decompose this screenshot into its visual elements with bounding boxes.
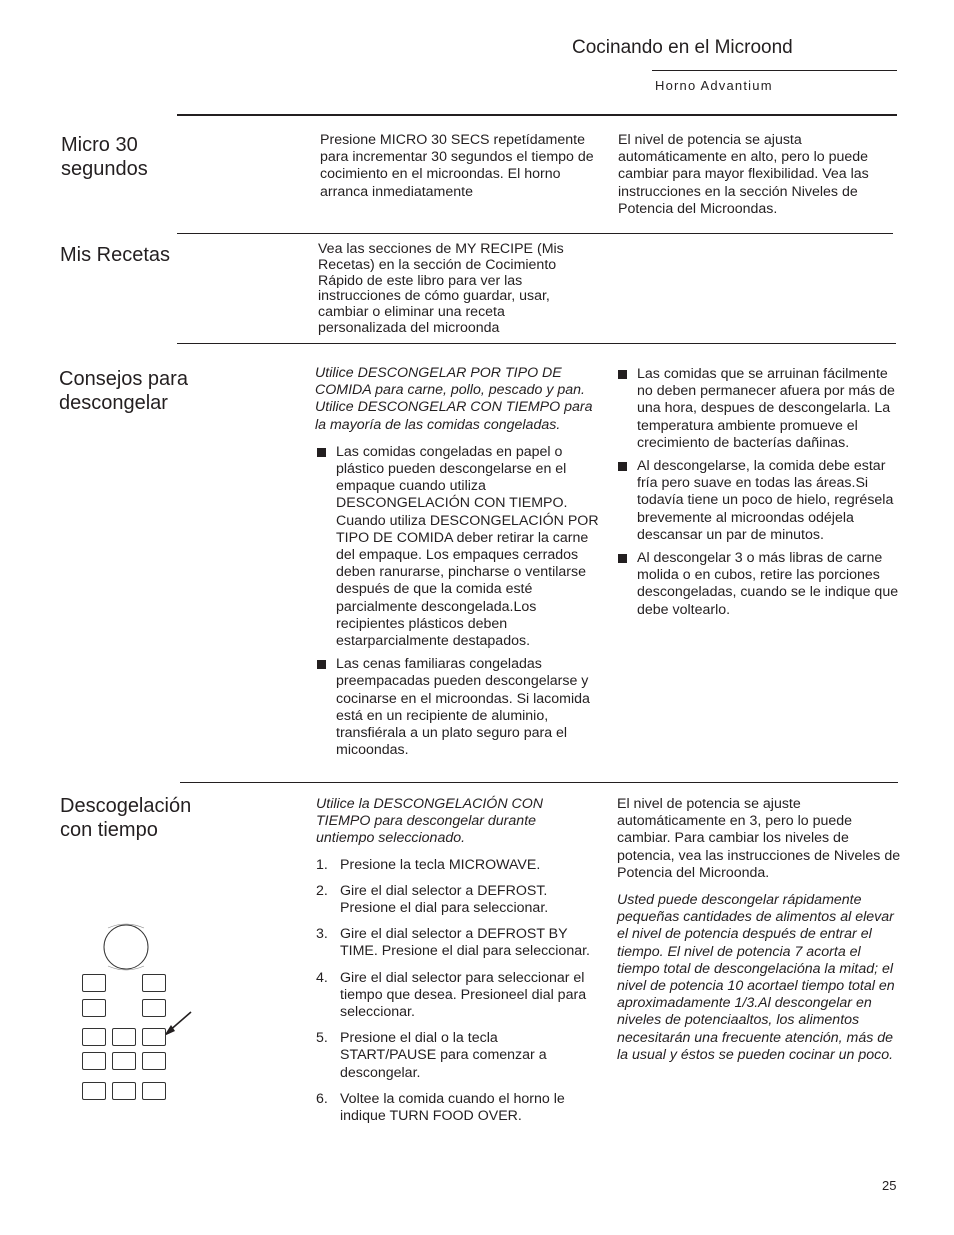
descogelacion-intro: Utilice la DESCONGELACIÓN CON TIEMPO para descongelar durante untiempo seleccionado. — [316, 796, 544, 847]
step-text: Gire el dial selector para seleccionar el tiempo que desea. Presioneel dial para seleccionar. — [340, 969, 587, 1021]
consejos-intro: Utilice DESCONGELAR POR TIPO DE COMIDA para carne, pollo, pescado y pan. Utilice DESCONGELAR CON TIEMPO para la mayoría de las comidas congeladas. — [315, 365, 593, 433]
timer-button-icon — [82, 1082, 106, 1100]
step-number: 4. — [316, 969, 328, 986]
descogelacion-col2 — [617, 796, 901, 1064]
consejos-col2 — [616, 366, 900, 619]
page-number: 25 — [882, 1178, 897, 1193]
mis-recetas-text: Vea las secciones de MY RECIPE (Mis Recetas) en la sección de Cocimiento Rápido de este libro para ver las instrucciones de cómo guardar, usar, cambiar o eliminar una receta personalizada del microonda — [318, 241, 564, 336]
step-number: 5. — [316, 1030, 328, 1047]
page-header-subtitle: Horno Advantium — [655, 78, 773, 93]
list-item — [316, 857, 596, 874]
micro30-col2-text: El nivel de potencia se ajusta automáticamente en alto, pero lo puede cambiar para mayor flexibilidad. Vea las instrucciones en la sección Niveles de Potencia del Microondas. — [618, 132, 869, 217]
section-divider — [177, 233, 893, 234]
consejos-col1 — [315, 365, 601, 759]
step-number: 6. — [316, 1090, 328, 1107]
micro-30-secs-button-icon — [142, 1052, 166, 1070]
list-item: Al descongelar 3 o más libras de carne molida o en cubos, retire las porciones descongeladas, cuando se le indique que debe voltearlo. — [616, 550, 900, 619]
clear-off-button-icon — [142, 999, 166, 1017]
section-title-descogelacion: Descogelación con tiempo — [60, 795, 192, 841]
consejos-col1-list — [315, 444, 601, 760]
start-pause-button-icon — [142, 974, 166, 992]
back-button-icon — [82, 974, 106, 992]
step-number: 2. — [316, 882, 328, 899]
step-text: Presione la tecla MICROWAVE. — [340, 856, 541, 873]
list-item — [316, 1091, 596, 1125]
section-title-consejos: Consejos para descongelar — [59, 368, 188, 414]
list-item: Las comidas que se arruinan fácilmente no deben permanecer afuera por más de una hora, despues de descongelarla. La temperatura ambiente promueve el crecimiento de bacterías dañinas. — [616, 366, 900, 452]
consejos-col2-list — [616, 366, 900, 619]
surface-light-button-icon — [112, 1082, 136, 1100]
descogelacion-col1 — [316, 796, 596, 1125]
section-divider — [180, 782, 898, 783]
list-item — [316, 1030, 596, 1082]
cooking-options-button-icon — [112, 1052, 136, 1070]
list-item: Al descongelarse, la comida debe estar fría pero suave en todas las áreas.Si todavía tiene un poco de hielo, regrésela brevemente al microondas odéjela descansar un par de minutos. — [616, 458, 900, 544]
page-header-title: Cocinando en el Microond — [572, 37, 793, 58]
step-text: Voltee la comida cuando el horno le indique TURN FOOD OVER. — [340, 1090, 565, 1125]
settings-button-icon — [82, 1052, 106, 1070]
list-item: Las cenas familiaras congeladas preempacadas pueden descongelarse y cocinarse en el microondas. Si lacomida está en un recipiente de aluminio, transfiérala a un plato seguro para el micoondas. — [315, 656, 601, 759]
speed-cook-button-icon — [82, 1028, 106, 1046]
header-divider — [652, 70, 897, 71]
conv-bake-button-icon — [112, 1028, 136, 1046]
list-item: Las comidas congeladas en papel o plástico pueden descongelarse en el empaque cuando utiliza DESCONGELACIÓN CON TIEMPO. Cuando utiliza DESCONGELACIÓN POR TIPO DE COMIDA deber retirar la carne del empaque. Los empaques cerrados deben ranurarse, pincharse o ventilarse después de que la comida esté parcialmente descongelada.Los recipientes plásticos deben estarparcialmente destapados. — [315, 444, 601, 650]
list-item — [316, 970, 596, 1022]
list-item — [316, 883, 596, 917]
section-title-micro30: Micro 30 segundos — [61, 134, 148, 180]
section-divider — [177, 114, 897, 116]
help-button-icon — [82, 999, 106, 1017]
section-divider — [177, 343, 896, 344]
step-number: 3. — [316, 926, 328, 943]
step-text: Gire el dial selector a DEFROST BY TIME. Presione el dial para seleccionar. — [340, 926, 590, 960]
step-text: Gire el dial selector a DEFROST. Presione el dial para seleccionar. — [340, 882, 549, 917]
micro30-col1-text: Presione MICRO 30 SECS repetídamente para incrementar 30 segundos el tiempo de cocimiento en el microondas. El horno arranca inmediatamente — [320, 132, 594, 200]
microwave-button-icon — [142, 1028, 166, 1046]
vent-button-icon — [142, 1082, 166, 1100]
list-item — [316, 926, 596, 960]
section-title-mis-recetas: Mis Recetas — [60, 244, 171, 266]
control-panel-illustration — [78, 922, 198, 1112]
step-number: 1. — [316, 856, 328, 873]
descogelacion-steps — [316, 857, 596, 1126]
step-text: Presione el dial o la tecla START/PAUSE para comenzar a descongelar. — [340, 1030, 547, 1081]
descogelacion-col2-p2: Usted puede descongelar rápidamente pequeñas cantidades de alimentos al elevar el nivel de potencia después de entrar el tiempo. El nivel de potencia 7 acorta el tiempo total de descongelacióna la mitad; el nivel de potencia 10 acortael tiempo total en aproximadamente 1/3.Al descongelar en niveles de potenciaaltos, los alimentos necesitarán una frecuente atención, más de la usual y éstos se pueden cocinar un poco. — [617, 892, 895, 1063]
descogelacion-col2-p1: El nivel de potencia se ajuste automáticamente en 3, pero lo puede cambiar. Para cambiar los niveles de potencia, vea las instrucciones de Niveles de Potencia del Microonda. — [617, 796, 901, 881]
